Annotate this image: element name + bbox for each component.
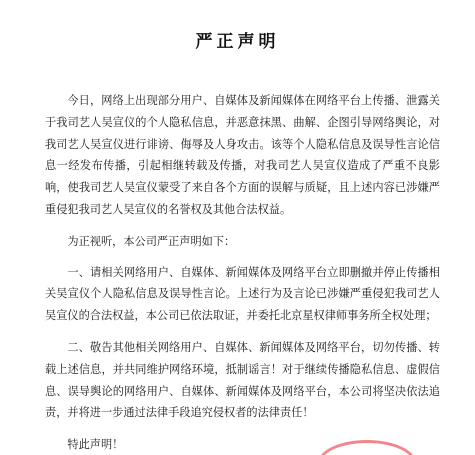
statement-title: 严正声明: [195, 32, 280, 52]
paragraph-item-two: 二、敬告其他相关网络用户、自媒体、新闻媒体及网络平台，切勿传播、转载上述信息，并共同维护网络环境，抵制谣言！对于继续传播隐私信息、虚假信息、误导舆论的网络用户、自媒体、新闻媒体及网络平台，本公司将坚决依法追责，并将进一步通过法律手段追究侵权者的法律责任！: [45, 340, 440, 420]
paragraph-closing: 特此声明！: [67, 438, 124, 452]
paragraph-intro: 今日，网络上出现部分用户、自媒体及新闻媒体在网络平台上传播、泄露关于我司艺人吴宣仪的个人隐私信息，并恶意抹黑、曲解、企图引导网络舆论，对我司艺人吴宣仪进行诽谤、侮辱及人身攻击。该等个人隐私信息及误导性言论信息一经发布传播，引起相继转载及传播，对我司艺人吴宣仪造成了严重不良影响，使我司艺人吴宣仪蒙受了来自各个方面的误解与质疑，且上述内容已涉嫌严重侵犯我司艺人吴宣仪的名誉权及其他合法权益。: [45, 94, 440, 216]
statement-body: [45, 90, 440, 455]
paragraph-declaration-lead: 为正视听，本公司严正声明如下：: [67, 234, 236, 248]
paragraph-item-one: 一、请相关网络用户、自媒体、新闻媒体及网络平台立即删撤并停止传播相关吴宣仪个人隐私信息及误导性言论。上述行为及言论已涉嫌严重侵犯我司艺人吴宣仪的合法权益，本公司已依法取证，并委托北京星权律师事务所全权处理；: [45, 265, 440, 323]
